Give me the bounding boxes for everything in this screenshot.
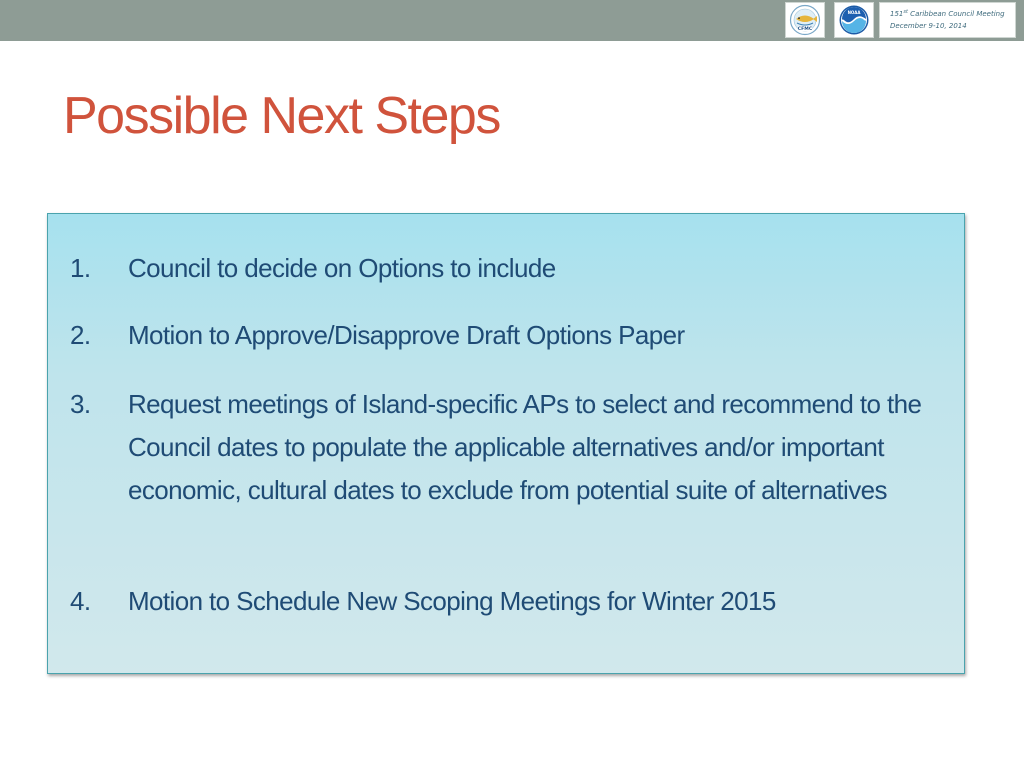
- cfmc-logo: [785, 2, 825, 38]
- meeting-line-1: 151st Caribbean Council Meeting: [890, 9, 1005, 18]
- header-bar: [0, 0, 1024, 41]
- noaa-logo-icon: [837, 4, 871, 36]
- content-box: [47, 213, 965, 674]
- slide-title: Possible Next Steps: [63, 87, 500, 145]
- svg-text:CFMC: CFMC: [797, 27, 813, 33]
- step-text: Council to decide on Options to include: [128, 253, 556, 283]
- step-text: Request meetings of Island-specific APs to select and recommend to the Council dates to populate the applicable alternatives and/or important economic, cultural dates to exclude from potential suite of alternatives: [128, 389, 922, 505]
- cfmc-logo-icon: [788, 4, 822, 36]
- step-text: Motion to Schedule New Scoping Meetings for Winter 2015: [128, 586, 776, 616]
- noaa-logo: [834, 2, 874, 38]
- svg-text:NOAA: NOAA: [847, 10, 861, 15]
- step-number: 1.: [70, 253, 91, 283]
- step-number: 4.: [70, 586, 91, 616]
- meeting-line-2: December 9-10, 2014: [890, 22, 967, 30]
- step-number: 2.: [70, 320, 91, 350]
- step-number: 3.: [70, 389, 91, 419]
- meeting-info: [879, 2, 1016, 38]
- step-text: Motion to Approve/Disapprove Draft Options Paper: [128, 320, 685, 350]
